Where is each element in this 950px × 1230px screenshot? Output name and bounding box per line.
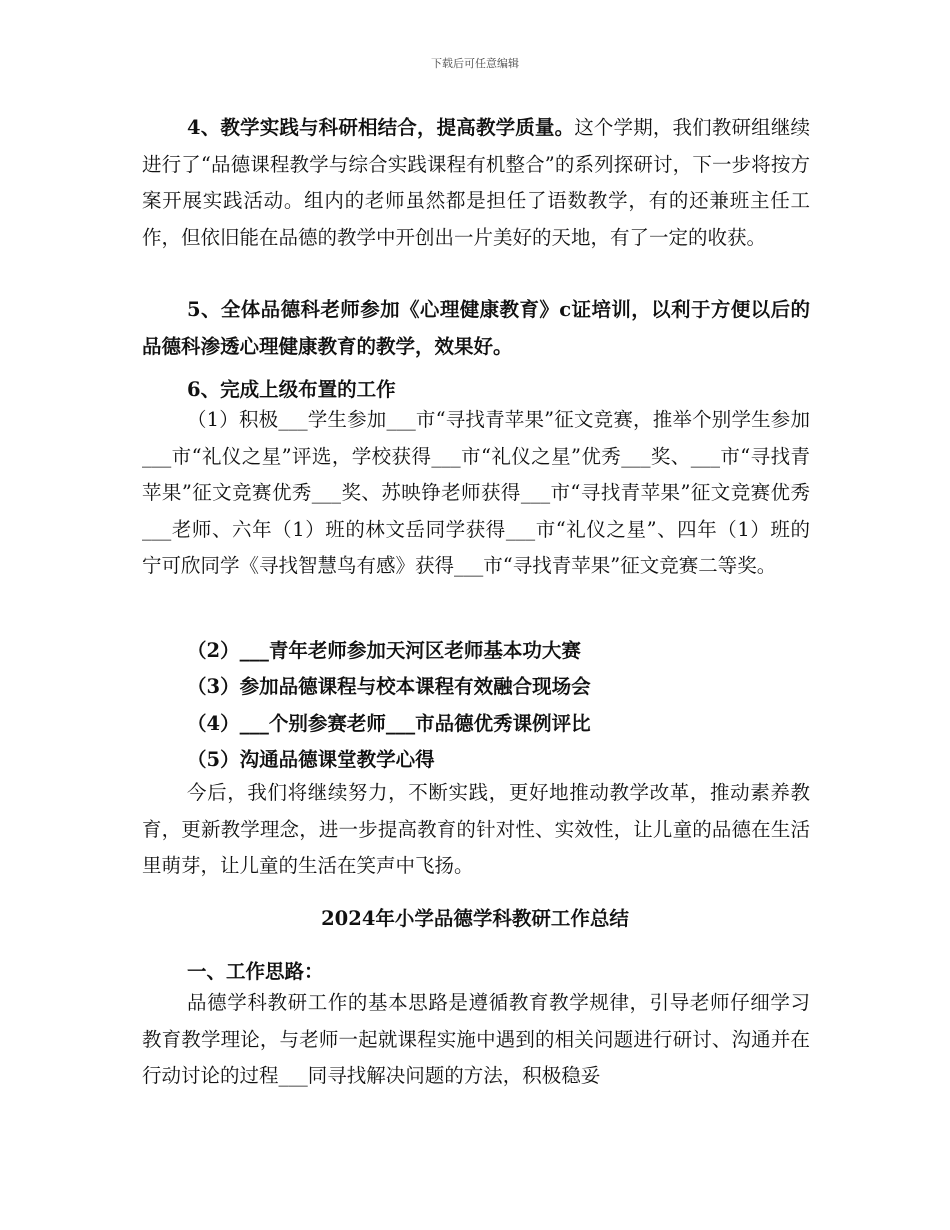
- page-header: 下载后可任意编辑: [431, 57, 519, 70]
- section-4-heading: 4、教学实践与科研相结合，提高教学质量。: [187, 116, 575, 139]
- section-heading-work-ideas: 一、工作思路：: [187, 960, 324, 983]
- work-ideas-paragraph: 品德学科教研工作的基本思路是遵循教育教学规律，引导老师仔细学习教育教学理论，与老师一起就课程实施中遇到的相关问题进行研讨、沟通并在行动讨论的过程___同寻找解决问题的方法，积极稳妥: [142, 991, 810, 1087]
- section-6-item-1: （1）积极___学生参加___市“寻找青苹果”征文竞赛，推举个别学生参加___市“礼仪之星”评选，学校获得___市“礼仪之星”优秀___奖、___市“寻找青苹果”征文竞赛优秀___奖、苏映铮老师获得___市“寻找青苹果”征文竞赛优秀___老师、六年（1）班的林文岳同学获得___市“礼仪之星”、四年（1）班的宁可欣同学《寻找智慧鸟有感》获得___市“寻找青苹果”征文竞赛二等奖。: [142, 408, 810, 577]
- section-6-item-5: （5）沟通品德课堂教学心得: [187, 748, 435, 771]
- section-4-paragraph: [142, 110, 810, 256]
- section-6-heading: 6、完成上级布置的工作: [187, 378, 396, 401]
- section-6-item-4: （4）___个别参赛老师___市品德优秀课例评比: [187, 712, 591, 735]
- section-6-item-3: （3）参加品德课程与校本课程有效融合现场会: [187, 675, 591, 698]
- section-4-body: 这个学期，我们教研组继续进行了“品德课程教学与综合实践课程有机整合”的系列探研讨，下一步将按方案开展实践活动。组内的老师虽然都是担任了语数教学，有的还兼班主任工作，但依旧能在品德的教学中开创出一片美好的天地，有了一定的收获。: [142, 116, 810, 249]
- section-5-paragraph: 5、全体品德科老师参加《心理健康教育》c证培训，以利于方便以后的品德科渗透心理健康教育的教学，效果好。: [142, 298, 810, 358]
- closing-paragraph: 今后，我们将继续努力，不断实践，更好地推动教学改革，推动素养教育，更新教学理念，进一步提高教育的针对性、实效性，让儿童的品德在生活里萌芽，让儿童的生活在笑声中飞扬。: [142, 781, 810, 877]
- document-title: 2024年小学品德学科教研工作总结: [321, 907, 629, 930]
- section-6-item-2: （2）___青年老师参加天河区老师基本功大赛: [187, 639, 581, 662]
